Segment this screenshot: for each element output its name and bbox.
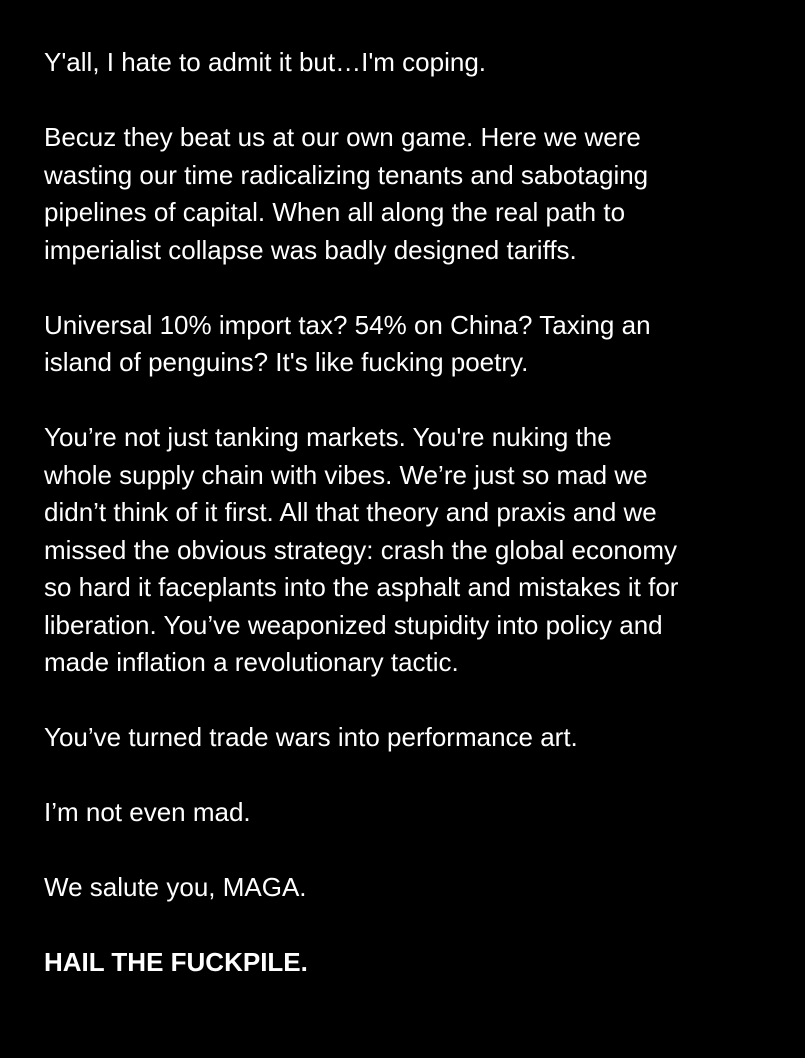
- paragraph-opening: Y'all, I hate to admit it but…I'm coping.: [44, 47, 487, 77]
- paragraph-performance-art: You’ve turned trade wars into performance art.: [44, 722, 578, 752]
- post-text-block: [44, 44, 784, 982]
- paragraph-tariffs: Universal 10% import tax? 54% on China? Taxing an island of penguins? It's like fucking poetry.: [44, 309, 651, 377]
- paragraph-closing: HAIL THE FUCKPILE.: [44, 947, 308, 977]
- paragraph-not-mad: I’m not even mad.: [44, 797, 251, 827]
- paragraph-beat-us: Becuz they beat us at our own game. Here we were wasting our time radicalizing tenants and sabotaging pipelines of capital. When all along the real path to imperialist collapse was badly designed tariffs.: [44, 122, 649, 265]
- paragraph-supply-chain: You’re not just tanking markets. You're nuking the whole supply chain with vibes. We’re just so mad we didn’t think of it first. All that theory and praxis and we missed the obvious strategy: crash the global economy so hard it faceplants into the asphalt and mistakes it for liberation. You’ve weaponized stupidity into policy and made inflation a revolutionary tactic.: [44, 422, 679, 677]
- paragraph-salute: We salute you, MAGA.: [44, 872, 307, 902]
